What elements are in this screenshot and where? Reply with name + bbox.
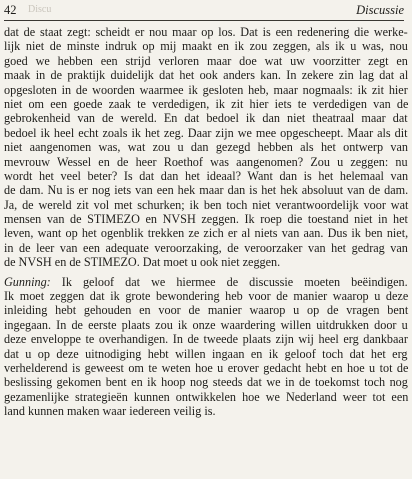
paragraph-1 (4, 25, 408, 270)
running-title: Discussie (356, 3, 404, 17)
text-line: mensen van de STIMEZO en NVSH zeggen. Ik roep die toestand niet in het (4, 212, 408, 227)
text-line: gezamenlijke strategieën kunnen ontwikkelen hoe we Nederland weer tot een (4, 389, 409, 404)
text-line: ingegaan. In de eerste plaats zou ik onze waardering willen uitdrukken door u (4, 317, 408, 332)
text-line: wordt het veel beter? Is dat dan het ideaal? Want dan is het helemaal van (4, 168, 409, 183)
show-through-text: Discu (28, 4, 52, 15)
text-line: de dam. Nu is er nog iets van een hek maar dan is het hek absoluut van de dam. (4, 183, 409, 198)
text-line: de NVSH en de STIMEZO. Dat moet u ook niet zeggen. (4, 255, 281, 270)
text-line (4, 275, 408, 289)
text-line: in de leer van een adequate veroorzaking, de veroorzaker van het gedrag van (4, 240, 408, 255)
text-line: Ik moet zeggen dat ik grote bewondering heb voor de manier waarop u deze (4, 289, 409, 304)
text-line: niet aangenomen was, wat zou u dan gezegd hebben als het ontwerp van (4, 140, 408, 155)
text-line: maak in de praktijk duidelijk dat het ook anders kan. In zekere zin lag dat al (4, 68, 409, 83)
page-header (4, 3, 404, 19)
text-line: deze enveloppe te overhandigen. In de tweede plaats zijn wij heel erg dankbaar (4, 332, 408, 347)
text-line: land kunnen maken waar iedereen veilig is. (4, 404, 216, 419)
text-line: verhelderend is geweest om te weten hoe u erover gedacht hebt en hoe u tot de (4, 360, 409, 375)
page-number: 42 (4, 3, 17, 17)
text-line: opgesloten in de woorden waarmee ik gesloten heb, maar nogmaals: ik zit hier (4, 82, 408, 97)
text-line: dat de staat zegt: scheidt er nou maar op los. Dat is een redenering die werke- (4, 25, 408, 39)
text-line: lijk niet de minste indruk op mij maakt en ik zou zeggen, als ik u was, nou (4, 39, 408, 54)
text-line: leven, want op het ogenblik trekken ze zich er al niets van aan. Dus ik ben niet, (4, 226, 409, 241)
text-line: Ja, de wereld zit vol met schurken; ik ben toch niet verantwoordelijk voor wat (4, 197, 409, 212)
text-line: inleiding hebt gehouden en voor de manier waarop u op de vragen bent (4, 303, 409, 318)
header-rule (4, 20, 404, 21)
text-line: dat u op deze uitnodiging hebt willen ingaan en ik geloof toch dat het erg (4, 346, 408, 361)
page-body (4, 25, 408, 419)
text-line: beslissing gekomen bent en ik hoop nog steeds dat we in de toekomst toch nog (4, 375, 408, 390)
text-line: niet om een goede zaak te verdedigen, ik zit hier iets te verdedigen van de (4, 96, 409, 111)
speaker-text: Ik geloof dat we hiermee de discussie moeten beëindigen. (50, 274, 408, 289)
text-line: gebrokenheid van de wereld. En dat bedoel ik dan niet theatraal maar dat (4, 111, 408, 126)
text-line: bedoel ik heel echt zoals ik het zeg. Daar zijn we mee opgescheept. Maar als dit (4, 125, 408, 140)
text-line: mevrouw Wessel en de heer Roethof was aangenomen? Zou u zeggen: nu (4, 154, 408, 169)
paragraph-2 (4, 275, 408, 419)
text-line: goed we hebben een strijd verloren maar doe wat uw voorzitter zegt en (4, 53, 408, 68)
speaker-name: Gunning: (4, 274, 51, 289)
